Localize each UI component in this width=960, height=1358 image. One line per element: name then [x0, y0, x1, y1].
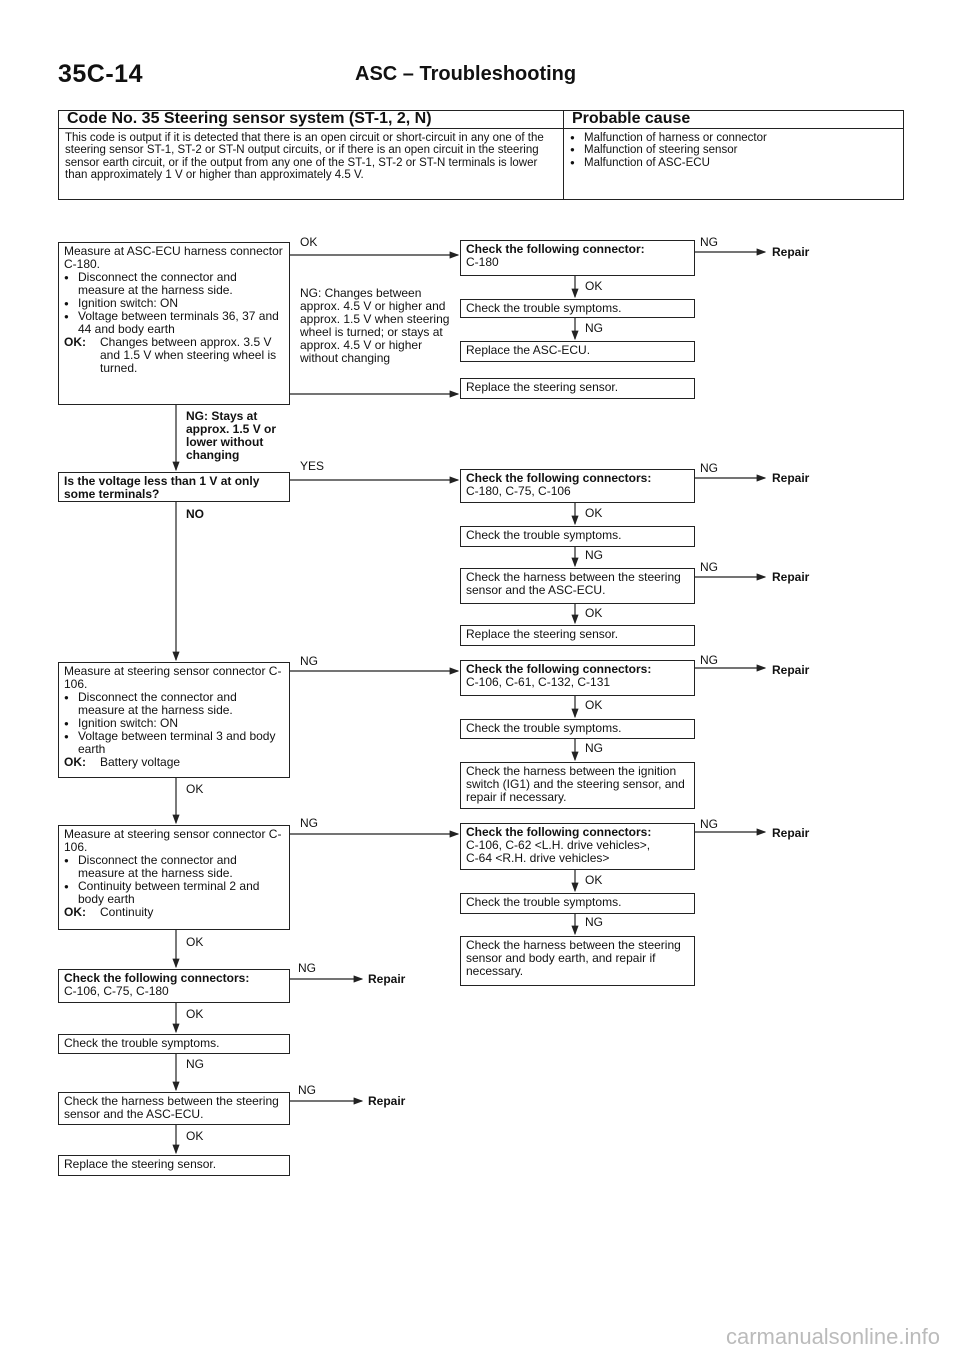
measure-step: ● Voltage between terminal 3 and body earth — [64, 730, 284, 756]
measure-step: ● Continuity between terminal 2 and body earth — [64, 880, 284, 906]
ok-criteria: Battery voltage — [100, 755, 181, 769]
check-connector-c180-box — [460, 240, 695, 276]
check-connectors-c62-box — [460, 823, 695, 870]
ng-label: NG — [700, 461, 718, 475]
replace-sensor-box: Replace the steering sensor. — [58, 1155, 290, 1176]
repair-label: Repair — [772, 471, 810, 485]
cause-item: ● Malfunction of steering sensor — [570, 144, 897, 157]
measure-step: ● Voltage between terminals 36, 37 and 44 and body earth — [64, 310, 284, 336]
connector-list: C-106, C-75, C-180 — [64, 984, 169, 998]
harness-check-box: Check the harness between the steering sensor and the ASC-ECU. — [58, 1092, 290, 1125]
ok-key: OK: — [64, 755, 86, 769]
connector-list: C-180, C-75, C-106 — [466, 484, 571, 498]
check-title: Check the following connectors: — [466, 825, 652, 839]
ng-changes-label: NG: Changes between approx. 4.5 V or higher and approx. 1.5 V when steering wheel is turned; or stays at approx. 4.5 V or higher without changing — [300, 286, 450, 365]
trouble-symptoms-box: Check the trouble symptoms. — [460, 893, 695, 914]
trouble-symptoms-box: Check the trouble symptoms. — [460, 719, 695, 739]
ok-label: OK — [585, 873, 603, 887]
check-connectors-c75-box — [58, 969, 290, 1003]
ok-label: OK — [585, 279, 603, 293]
measure-sensor-continuity-box — [58, 825, 290, 930]
ng-label: NG — [700, 235, 718, 249]
ok-label: OK — [585, 698, 603, 712]
ok-label: OK — [186, 1007, 204, 1021]
repair-label: Repair — [368, 1094, 406, 1108]
cause-item: ● Malfunction of harness or connector — [570, 132, 897, 145]
check-title: Check the following connector: — [466, 242, 645, 256]
yes-label: YES — [300, 459, 325, 473]
ok-key: OK: — [64, 905, 86, 919]
connector-list: C-64 <R.H. drive vehicles> — [466, 851, 610, 865]
page-title: ASC – Troubleshooting — [355, 63, 577, 85]
harness-ig1-check-box: Check the harness between the ignition switch (IG1) and the steering sensor, and repair if necessary. — [460, 762, 695, 809]
code-description: This code is output if it is detected that there is an open circuit or short-circuit in any one of the steering sensor ST-1, ST-2 or ST-N output circuits, or if there is an open circuit in the steering sensor earth circuit, or if the output from any one of the ST-1, ST-2 or ST-N terminals is lower than approximately 1 V or higher than approximately 4.5 V. — [59, 128, 564, 199]
code-heading: Code No. 35 Steering sensor system (ST-1, 2, N) — [59, 111, 564, 129]
measure-step: ● Disconnect the connector and measure at the harness side. — [64, 854, 284, 880]
ok-label: OK — [585, 606, 603, 620]
ng-stays-label: NG: Stays at approx. 1.5 V or lower without changing — [186, 409, 277, 462]
ng-label: NG — [585, 915, 603, 929]
ok-label: OK — [300, 235, 318, 249]
connector-list: C-180 — [466, 255, 499, 269]
ng-label: NG — [298, 961, 316, 975]
ok-label: OK — [186, 935, 204, 949]
measure-intro: Measure at steering sensor connector C-106. — [64, 827, 282, 854]
repair-label: Repair — [772, 245, 810, 259]
check-connectors-c180-box — [460, 469, 695, 503]
measure-step: ● Disconnect the connector and measure at the harness side. — [64, 271, 284, 297]
ok-criteria: Changes between approx. 3.5 V and 1.5 V when steering wheel is turned. — [100, 335, 277, 375]
ng-label: NG — [700, 560, 718, 574]
cause-heading: Probable cause — [564, 111, 904, 129]
repair-label: Repair — [772, 570, 810, 584]
measure-step: ● Disconnect the connector and measure at the harness side. — [64, 691, 284, 717]
measure-step: ● Ignition switch: ON — [64, 717, 284, 730]
measure-step: ● Ignition switch: ON — [64, 297, 284, 310]
ok-label: OK — [186, 1129, 204, 1143]
ng-label: NG — [298, 1083, 316, 1097]
trouble-symptoms-box: Check the trouble symptoms. — [460, 299, 695, 318]
ok-key: OK: — [64, 335, 86, 349]
ok-label: OK — [186, 782, 204, 796]
check-title: Check the following connectors: — [466, 471, 652, 485]
measure-sensor-voltage-box — [58, 662, 290, 778]
trouble-symptoms-box: Check the trouble symptoms. — [58, 1034, 290, 1054]
voltage-question-box: Is the voltage less than 1 V at only some terminals? — [58, 472, 290, 502]
measure-intro: Measure at ASC-ECU harness connector C-180. — [64, 244, 283, 271]
repair-label: Repair — [772, 826, 810, 840]
watermark: carmanualsonline.info — [725, 1324, 940, 1349]
measure-ecu-harness-box — [58, 242, 290, 405]
cause-item: ● Malfunction of ASC-ECU — [570, 157, 897, 170]
ng-label: NG — [300, 654, 318, 668]
connector-list: C-106, C-62 <L.H. drive vehicles>, — [466, 838, 651, 852]
replace-ecu-box: Replace the ASC-ECU. — [460, 341, 695, 362]
trouble-symptoms-box: Check the trouble symptoms. — [460, 526, 695, 547]
ok-label: OK — [585, 506, 603, 520]
harness-check-box: Check the harness between the steering sensor and the ASC-ECU. — [460, 568, 695, 604]
check-title: Check the following connectors: — [466, 662, 652, 676]
repair-label: Repair — [772, 663, 810, 677]
ng-label: NG — [585, 548, 603, 562]
measure-intro: Measure at steering sensor connector C-106. — [64, 664, 282, 691]
ng-label: NG — [186, 1057, 204, 1071]
check-connectors-c106-box — [460, 660, 695, 696]
ng-label: NG — [300, 816, 318, 830]
no-label: NO — [186, 507, 204, 521]
ng-label: NG — [700, 817, 718, 831]
ng-label: NG — [700, 653, 718, 667]
ng-label: NG — [585, 321, 603, 335]
replace-sensor-box: Replace the steering sensor. — [460, 378, 695, 399]
page-number: 35C-14 — [58, 60, 143, 88]
ng-label: NG — [585, 741, 603, 755]
replace-sensor-box: Replace the steering sensor. — [460, 625, 695, 646]
repair-label: Repair — [368, 972, 406, 986]
harness-earth-check-box: Check the harness between the steering sensor and body earth, and repair if necessary. — [460, 936, 695, 986]
ok-criteria: Continuity — [100, 905, 154, 919]
connector-list: C-106, C-61, C-132, C-131 — [466, 675, 611, 689]
check-title: Check the following connectors: — [64, 971, 250, 985]
